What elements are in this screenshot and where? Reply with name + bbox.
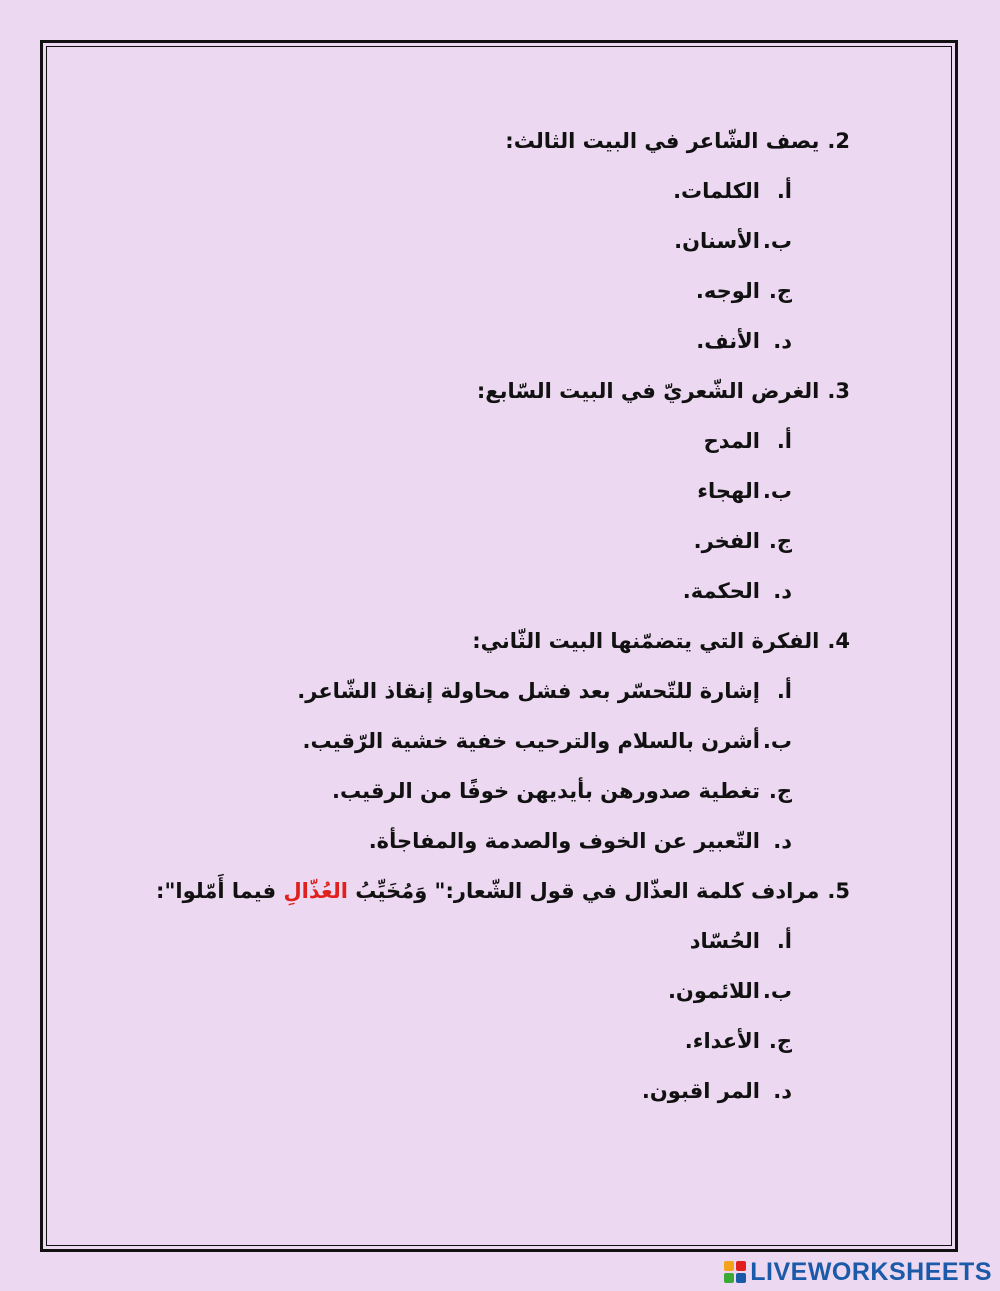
option-text: اللائمون. [667, 979, 760, 1003]
option-text: الأعداء. [684, 1029, 760, 1053]
option-text: الهجاء [697, 479, 760, 503]
option-letter: أ. [776, 679, 792, 703]
option-a[interactable] [150, 666, 850, 716]
option-a[interactable] [150, 166, 850, 216]
option-text: الكلمات. [673, 179, 760, 203]
option-text: التّعبير عن الخوف والصدمة والمفاجأة. [368, 829, 760, 853]
option-letter: ج. [768, 529, 792, 553]
question-text: الغرض الشّعريّ في البيت السّابع: [476, 379, 820, 403]
option-c[interactable] [150, 1016, 850, 1066]
question-5 [150, 866, 850, 1116]
option-d[interactable] [150, 816, 850, 866]
option-letter: ب. [762, 479, 792, 503]
question-5-title [150, 866, 850, 916]
question-text: مرادف كلمة العذّال في قول الشّعار:" وَمُخَيِّبُ [347, 879, 820, 903]
option-c[interactable] [150, 266, 850, 316]
question-text: الفكرة التي يتضمّنها البيت الثّاني: [472, 629, 820, 653]
option-a[interactable] [150, 916, 850, 966]
question-text-end: فيما أَمّلوا": [156, 879, 284, 903]
option-text: الحكمة. [682, 579, 760, 603]
option-text: الفخر. [693, 529, 760, 553]
option-b[interactable] [150, 966, 850, 1016]
option-text: إشارة للتّحسّر بعد فشل محاولة إنقاذ الشّاعر. [297, 679, 760, 703]
option-text: أشرن بالسلام والترحيب خفية خشية الرّقيب. [302, 729, 760, 753]
option-text: المدح [703, 429, 760, 453]
question-number: 2. [827, 129, 850, 153]
option-letter: د. [773, 829, 792, 853]
option-b[interactable] [150, 466, 850, 516]
highlighted-word: العُذّالِ [283, 879, 348, 903]
option-letter: ج. [768, 1029, 792, 1053]
option-letter: أ. [776, 179, 792, 203]
option-letter: ج. [768, 279, 792, 303]
liveworksheets-logo-icon [724, 1261, 746, 1283]
option-b[interactable] [150, 716, 850, 766]
option-text: المر اقبون. [641, 1079, 760, 1103]
option-letter: د. [773, 1079, 792, 1103]
question-number: 4. [827, 629, 850, 653]
option-c[interactable] [150, 516, 850, 566]
option-letter: ب. [762, 729, 792, 753]
question-4-title [150, 616, 850, 666]
option-c[interactable] [150, 766, 850, 816]
question-text: يصف الشّاعر في البيت الثالث: [505, 129, 820, 153]
option-d[interactable] [150, 1066, 850, 1116]
brand-name: LIVEWORKSHEETS [750, 1257, 992, 1286]
worksheet-content [150, 116, 850, 1116]
option-text: الحُسّاد [689, 929, 760, 953]
option-d[interactable] [150, 316, 850, 366]
option-b[interactable] [150, 216, 850, 266]
option-letter: ب. [762, 229, 792, 253]
option-a[interactable] [150, 416, 850, 466]
option-text: الأنف. [696, 329, 760, 353]
question-2-title [150, 116, 850, 166]
option-text: الأسنان. [674, 229, 760, 253]
question-4 [150, 616, 850, 866]
option-letter: ب. [762, 979, 792, 1003]
question-number: 5. [827, 879, 850, 903]
option-letter: أ. [776, 929, 792, 953]
question-3-title [150, 366, 850, 416]
option-d[interactable] [150, 566, 850, 616]
option-text: تغطية صدورهن بأيديهن خوفًا من الرقيب. [331, 779, 760, 803]
option-letter: أ. [776, 429, 792, 453]
option-letter: د. [773, 579, 792, 603]
footer-branding[interactable] [724, 1257, 992, 1287]
question-2 [150, 116, 850, 366]
option-letter: د. [773, 329, 792, 353]
option-text: الوجه. [695, 279, 760, 303]
question-3 [150, 366, 850, 616]
question-number: 3. [827, 379, 850, 403]
option-letter: ج. [768, 779, 792, 803]
